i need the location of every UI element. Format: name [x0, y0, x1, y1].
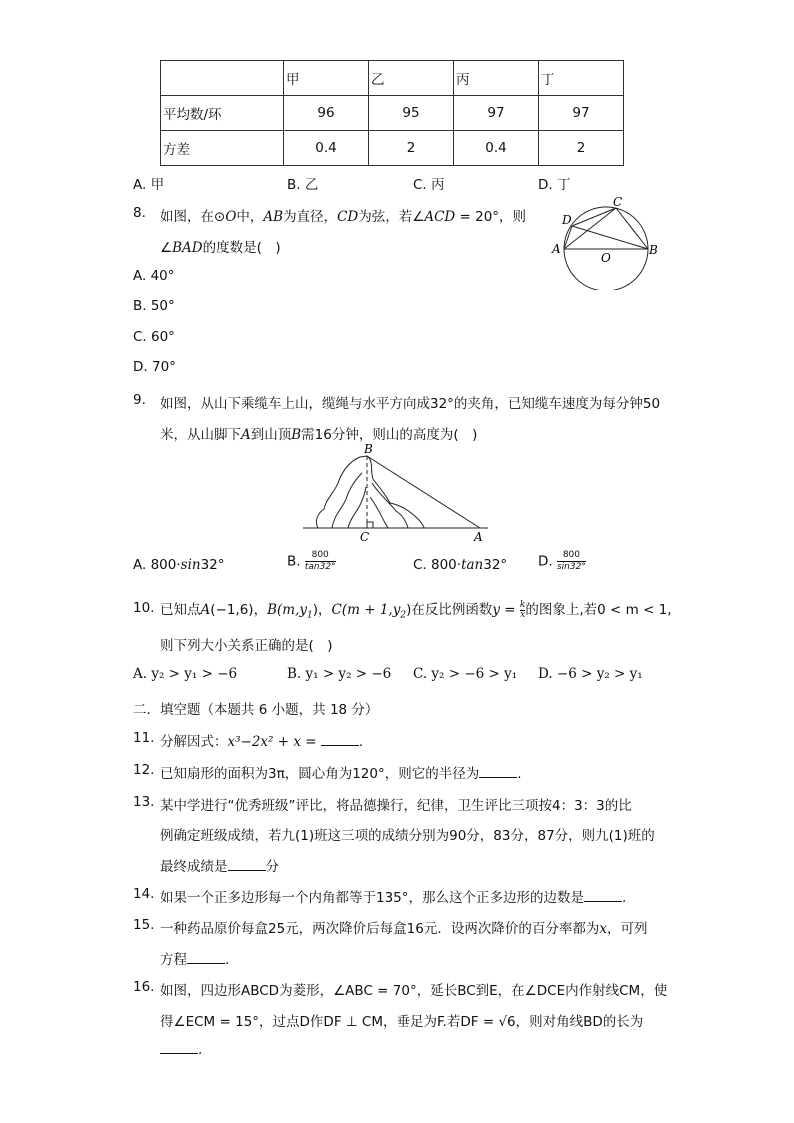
table-row-label: 方差 — [161, 131, 284, 166]
table-row-label: 平均数/环 — [161, 96, 284, 131]
table-header-cell — [161, 61, 284, 96]
q7-option-c[interactable]: C. 丙 — [413, 177, 445, 193]
table-cell: 0.4 — [454, 131, 539, 166]
q13-line3: 最终成绩是 分 — [160, 859, 279, 875]
q10-number: 10. — [133, 600, 155, 616]
q7-option-b[interactable]: B. 乙 — [287, 177, 319, 193]
label-d: D — [562, 213, 572, 227]
label-o: O — [601, 251, 611, 265]
label-a: A — [474, 530, 483, 543]
table-cell: 2 — [369, 131, 454, 166]
answer-blank[interactable] — [160, 1041, 198, 1054]
table-cell: 97 — [454, 96, 539, 131]
chord-ac — [564, 208, 616, 249]
q10-option-a[interactable]: A. y₂ > y₁ > −6 — [133, 666, 238, 682]
q15-line1: 一种药品原价每盒25元，两次降价后每盒16元．设两次降价的百分率都为x，可列 — [160, 921, 648, 937]
q11-line: 分解因式：x³−2x² + x = . — [160, 734, 364, 750]
q9-option-b[interactable]: B. $\frac{800}{\tan 32^\circ}$ — [287, 550, 336, 572]
q16-line2: 得∠ECM = 15°，过点D作DF ⊥ CM，垂足为F.若DF = √6，则对角线BD的长为 — [160, 1014, 644, 1030]
answer-blank[interactable] — [584, 889, 622, 902]
answer-blank[interactable] — [228, 858, 266, 871]
q13-line1: 某中学进行“优秀班级”评比，将品德操行，纪律，卫生评比三项按4：3：3的比 — [160, 798, 632, 814]
q14-number: 14. — [133, 886, 155, 902]
q16-line1: 如图，四边形ABCD为菱形，∠ABC = 70°，延长BC到E，在∠DCE内作射线CM，使 — [160, 983, 668, 999]
chord-db — [572, 226, 648, 249]
right-angle-mark — [367, 522, 373, 528]
q10-line2: 则下列大小关系正确的是( ) — [160, 638, 333, 654]
q8-line1: 如图，在⊙O中，AB为直径，CD为弦，若∠ACD = 20°，则 — [160, 209, 527, 225]
q10-option-d[interactable]: D. −6 > y₂ > y₁ — [538, 666, 643, 682]
q9-option-d[interactable]: D. $\frac{800}{\sin 32^\circ}$ — [538, 550, 586, 572]
q10-line1: 已知点A(−1,6)，$B(m,y_1)$，$C(m + 1,y_2)$在反比例函数y = $\frac{k}{x}$的图象上,若0 < m < 1, — [160, 599, 672, 621]
table-header-cell: 丁 — [539, 61, 624, 96]
q9-mountain-figure — [300, 443, 500, 543]
table-cell: 2 — [539, 131, 624, 166]
q8-option-c[interactable]: C. 60° — [133, 329, 175, 345]
table-cell: 95 — [369, 96, 454, 131]
q9-number: 9. — [133, 392, 146, 408]
q9-option-c[interactable]: C. 800·tan32° — [413, 557, 508, 573]
q15-number: 15. — [133, 917, 155, 933]
table-cell: 0.4 — [284, 131, 369, 166]
answer-blank[interactable] — [187, 951, 225, 964]
section-heading: 二．填空题（本题共 6 小题，共 18 分） — [133, 702, 379, 718]
table-header-cell: 丙 — [454, 61, 539, 96]
table-header-row — [161, 61, 624, 96]
q11-number: 11. — [133, 730, 155, 746]
label-c: C — [360, 530, 370, 543]
mountain-ridge — [332, 473, 408, 528]
q10-option-b[interactable]: B. y₁ > y₂ > −6 — [287, 666, 392, 682]
q14-line: 如果一个正多边形每一个内角都等于135°，那么这个正多边形的边数是 . — [160, 890, 627, 906]
mountain-outline — [316, 456, 424, 528]
q8-option-a[interactable]: A. 40° — [133, 268, 175, 284]
answer-blank[interactable] — [479, 765, 517, 778]
q9-line2: 米，从山脚下A到山顶B需16分钟，则山的高度为( ) — [160, 427, 478, 443]
q8-number: 8. — [133, 205, 146, 221]
q8-option-d[interactable]: D. 70° — [133, 359, 176, 375]
q16-number: 16. — [133, 979, 155, 995]
table-header-cell: 乙 — [369, 61, 454, 96]
cable-ab — [367, 456, 480, 528]
q15-line2: 方程 . — [160, 952, 230, 968]
label-b: B — [364, 443, 373, 456]
q8-circle-figure — [548, 195, 663, 290]
q12-line: 已知扇形的面积为3π，圆心角为120°，则它的半径为 . — [160, 766, 522, 782]
q13-line2: 例确定班级成绩，若九(1)班这三项的成绩分别为90分，83分，87分，则九(1)班的 — [160, 828, 655, 844]
q16-line3: . — [160, 1041, 202, 1058]
q12-number: 12. — [133, 762, 155, 778]
table-cell: 96 — [284, 96, 369, 131]
q7-option-a[interactable]: A. 甲 — [133, 177, 165, 193]
q9-line1: 如图，从山下乘缆车上山，缆绳与水平方向成32°的夹角，已知缆车速度为每分钟50 — [160, 396, 661, 412]
q9-option-a[interactable]: A. 800·sin32° — [133, 557, 225, 573]
q8-option-b[interactable]: B. 50° — [133, 298, 175, 314]
variance-table — [160, 60, 624, 166]
label-a: A — [552, 242, 561, 256]
q13-number: 13. — [133, 794, 155, 810]
table-cell: 97 — [539, 96, 624, 131]
q7-option-d[interactable]: D. 丁 — [538, 177, 571, 193]
answer-blank[interactable] — [321, 733, 359, 746]
table-row — [161, 96, 624, 131]
table-row — [161, 131, 624, 166]
q8-line2: ∠BAD的度数是( ) — [160, 240, 281, 256]
label-b: B — [649, 243, 658, 257]
label-c: C — [613, 195, 623, 209]
q10-option-c[interactable]: C. y₂ > −6 > y₁ — [413, 666, 518, 682]
table-header-cell: 甲 — [284, 61, 369, 96]
